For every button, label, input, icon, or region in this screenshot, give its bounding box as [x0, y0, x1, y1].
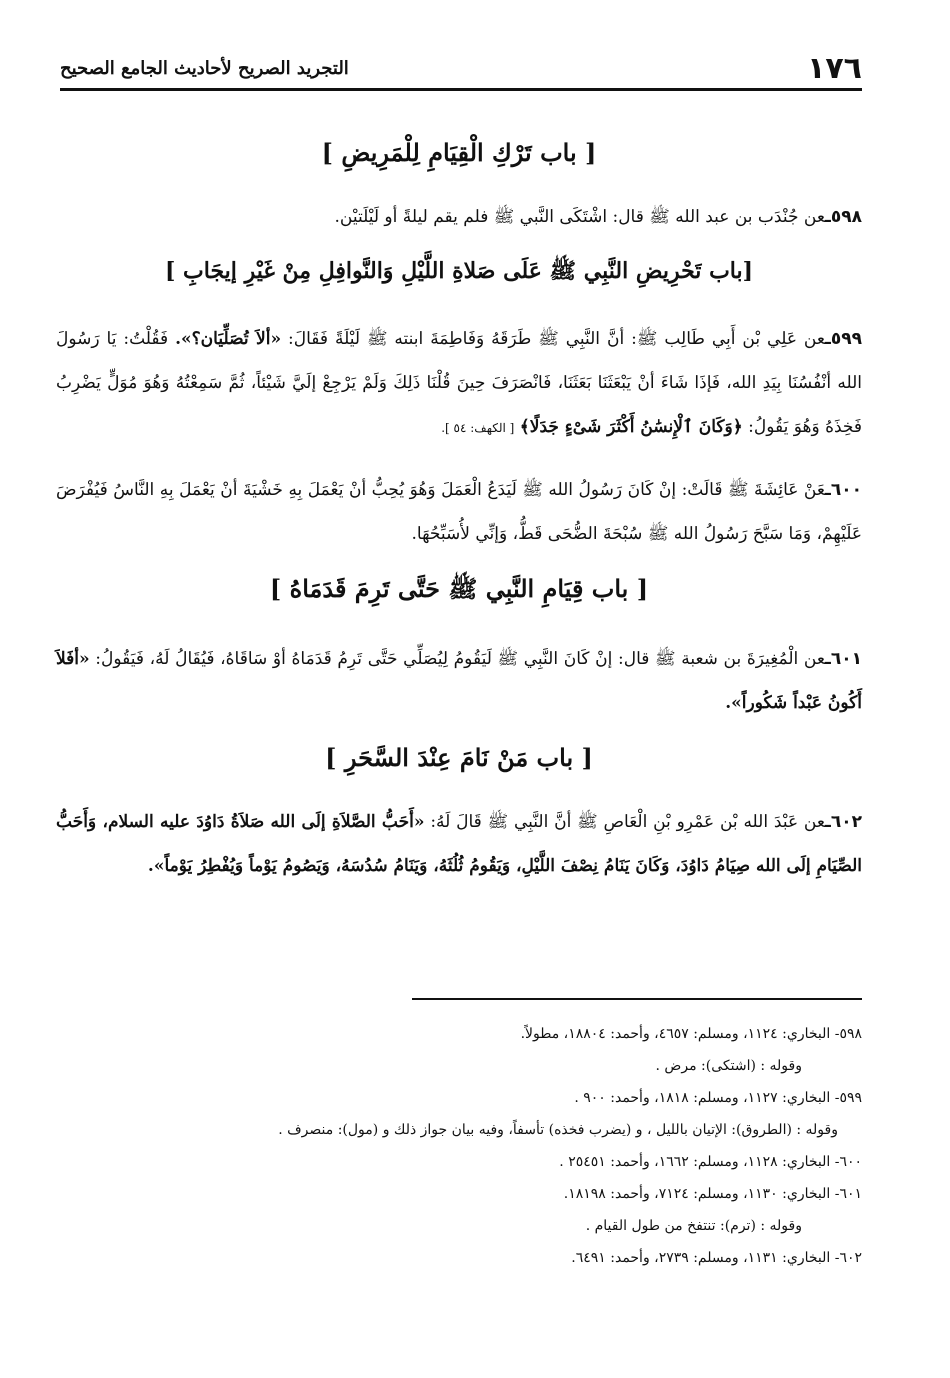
- chapter-heading: [ باب قِيَامِ النَّبِي ﷺ حَتَّى تَرِمَ قَدَمَاهُ ]: [269, 574, 649, 603]
- footnote: ٦٠١- البخاري: ١١٣٠، ومسلم: ٧١٢٤، وأحمد: ١٨١٩٨.: [563, 1186, 862, 1202]
- hadith-601: [56, 637, 862, 725]
- footnote: ٦٠٢- البخاري: ١١٣١، ومسلم: ٢٧٣٩، وأحمد: ٦٤٩١.: [571, 1250, 862, 1266]
- hadith-number: ٦٠١ـ: [825, 649, 862, 669]
- hadith-text: عن عَبْدَ الله بْن عَمْرِو بْنِ الْعَاصِ ﷺ أنَّ النَّبِي ﷺ قَالَ لَهُ:: [430, 812, 826, 832]
- hadith-number: ٥٩٨ـ: [825, 207, 862, 227]
- page-header: [60, 48, 862, 91]
- hadith-text: عن الْمُغِيرَةَ بن شعبة ﷺ قال: إنْ كَانَ النَّبِي ﷺ لَيَقُومُ لِيُصَلِّي حَتَّى تَرِمُ قَدَمَاهُ أوْ سَاقَاهُ، فَيُقَالُ لَهُ، فَيَقُولُ:: [95, 649, 826, 669]
- footnotes: [88, 1018, 862, 1274]
- prophet-quote: «أفَلاَ أَكُونُ عَبْداً شَكُوراً».: [56, 649, 862, 713]
- chapter-heading: [ باب تَرْكِ الْقِيَامِ لِلْمَرِيضِ ]: [321, 138, 597, 167]
- hadith-text: عَنْ عَائِشَةَ ﷺ قَالَتْ: إنْ كَانَ رَسُولُ الله ﷺ لَيَدَعُ الْعَمَلَ وَهُوَ يُحِبُّ أنْ يَعْمَلَ بِهِ خَشْيَةَ أنْ يَعْمَلَ بِهِ النَّاسُ فَيُفْرَضَ عَلَيْهِمْ، وَمَا سَبَّحَ رَسُولُ الله ﷺ سُبْحَةَ الضُّحَى قَطُّ، وَإنِّي لأُسَبِّحُهَا.: [56, 480, 862, 544]
- hadith-text: عن جُنْدَب بن عبد الله ﷺ قال: اشْتَكَى النَّبي ﷺ فلم يقم ليلةً أو لَيْلَتيْن.: [334, 207, 826, 227]
- chapter-section: [56, 743, 862, 888]
- hadith-number: ٥٩٩ـ: [825, 329, 862, 349]
- quran-verse: ﴿وَكَانَ ٱلْإِنسَٰنُ أَكْثَرَ شَىْءٍ جَدَلًا﴾: [519, 417, 743, 437]
- chapter-section: [56, 574, 862, 725]
- footnote: ٥٩٩- البخاري: ١١٢٧، ومسلم: ١٨١٨، وأحمد: ٩٠٠ .: [574, 1090, 862, 1106]
- prophet-quote: «ألاَ تُصَلِّيَان؟».: [175, 329, 282, 349]
- main-text: [56, 138, 862, 906]
- hadith-number: ٦٠٠ـ: [825, 480, 862, 500]
- footnote-gloss: وقوله : (اشتكى): مرض .: [655, 1058, 802, 1074]
- prophet-quote: «أَحَبُّ الصَّلاَةِ إلَى الله صَلاَةُ دَاوُدَ عليه السلام، وَأَحَبُّ الصِّيَامِ إلَى الله صِيَامُ دَاوُدَ، وَكَانَ يَنَامُ نِصْفَ اللَّيْلِ، وَيَقُومُ ثُلُثَهُ، وَيَنَامُ سُدُسَهُ، وَيَصُومُ يَوْماً وَيُفْطِرُ يَوْماً».: [56, 812, 862, 876]
- hadith-598: [56, 195, 862, 239]
- footnote-gloss: وقوله : (ترم): تنتفخ من طول القيام .: [585, 1218, 802, 1234]
- footnote: ٦٠٠- البخاري: ١١٢٨، ومسلم: ١٦٦٢، وأحمد: ٢٥٤٥١ .: [559, 1154, 862, 1170]
- running-title: التجريد الصريح لأحاديث الجامع الصحيح: [60, 57, 349, 79]
- chapter-heading: [باب تَحْرِيضِ النَّبِي ﷺ عَلَى صَلاةِ اللَّيْلِ وَالنَّوافِلِ مِنْ غَيْرِ إيجَابِ ]: [164, 258, 754, 284]
- chapter-section: [56, 138, 862, 239]
- hadith-text: عن عَلِي بْن أَبِي طَالِب ﷺ: أنَّ النَّبِي ﷺ طَرَقَهُ وَفَاطِمَةَ ابنته ﷺ لَيْلَةً فَقَالَ:: [288, 329, 826, 349]
- page-number: ١٧٦: [807, 50, 862, 86]
- hadith-600: [56, 468, 862, 556]
- chapter-heading: [ باب مَنْ نَامَ عِنْدَ السَّحَرِ ]: [325, 743, 593, 772]
- quran-citation: [ الكهف: ٥٤ ].: [441, 421, 515, 435]
- hadith-number: ٦٠٢ـ: [825, 812, 862, 832]
- hadith-599: [56, 317, 862, 450]
- footnote-divider: [412, 998, 862, 1000]
- hadith-text-continued: فَقُلْتُ: يَا رَسُولَ الله أنْفُسُنَا بِيَدِ الله، فَإذَا شَاءَ أنْ يَبْعَثَنَا بَعَثَنَا، فَانْصَرَفَ حِينَ قُلْنَا ذَلِكَ وَلَمْ يَرْجِعْ إلَيَّ شَيْئاً، ثُمَّ سَمِعْتُهُ وَهُوَ مُوَلٍّ يَضْرِبُ فَخِذَهُ وَهُوَ يَقُولُ:: [56, 329, 862, 437]
- hadith-602: [56, 800, 862, 888]
- footnote-gloss: وقوله : (الطروق): الإتيان بالليل ، و (يضرب فخذه) تأسفاً، وفيه بيان جواز ذلك و (مول): منصرف .: [278, 1122, 838, 1138]
- footnote: ٥٩٨- البخاري: ١١٢٤، ومسلم: ٤٦٥٧، وأحمد: ١٨٨٠٤، مطولاً.: [520, 1026, 862, 1042]
- chapter-section: [56, 257, 862, 556]
